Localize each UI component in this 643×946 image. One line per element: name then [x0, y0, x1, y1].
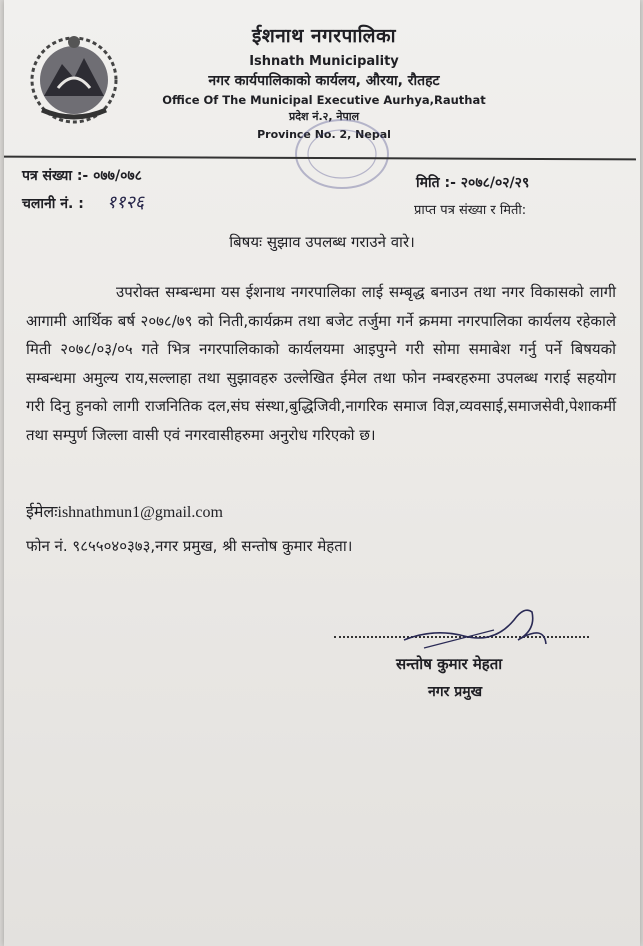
letter-subject: बिषयः सुझाव उपलब्ध गराउने वारे।: [229, 233, 415, 251]
date-value: २०७८/०२/२९: [460, 175, 530, 191]
signatory-name: सन्तोष कुमार मेहता: [396, 655, 503, 673]
ref-label: पत्र संख्या :-: [22, 168, 89, 184]
province-nepali: प्रदेश नं.२, नेपाल: [288, 110, 360, 123]
contact-email: ईमेलःishnathmun1@gmail.com: [26, 504, 223, 521]
signatory-title: नगर प्रमुख: [428, 684, 483, 700]
contact-phone: फोन नं. ९८५५०४०३७३,नगर प्रमुख, श्री सन्तोष कुमार मेहता।: [26, 537, 353, 555]
date-label: मिति :-: [416, 175, 456, 191]
received-reference: प्राप्त पत्र संख्या र मिती:: [414, 203, 527, 218]
office-name-nepali: नगर कार्यपालिकाको कार्यलय, औरया, रौतहट: [208, 73, 440, 89]
ref-value: ०७७/०७८: [93, 168, 142, 184]
office-name-english: Office Of The Municipal Executive Aurhya,Rauthat: [162, 93, 486, 107]
letter-date: [416, 173, 529, 192]
letter-reference: [22, 166, 142, 185]
municipality-name-english: Ishnath Municipality: [249, 54, 399, 69]
province-english: Province No. 2, Nepal: [257, 128, 391, 141]
dispatch-value: ११२६: [106, 192, 145, 213]
letter-sheet: [4, 0, 640, 946]
letter-body: उपरोक्त सम्बन्धमा यस ईशनाथ नगरपालिका लाई सम्बृद्ध बनाउन तथा नगर विकासको लागी आगामी आर्थिक बर्ष २०७८/७९ को निती,कार्यक्रम तथा बजेट तर्जुमा गर्ने क्रममा नगरपालिका कार्यलय रहेकाले मिती २०७८/०३/०५ गते भित्र नगरपालिकाको कार्यलयमा आइपुग्ने गरी सोमा समाबेश गर्नु पर्ने बिषयको सम्बन्धमा अमुल्य राय,सल्लाहा तथा सुझावहरु उल्लेखित ईमेल तथा फोन नम्बरहरुमा उपलब्ध गराई सहयोग गरी दिनु हुनको लागी राजनितिक दल,संघ संस्था,बुद्धिजिवी,नागरिक समाज विज्ञ,व्यवसाई,समाजसेवी,पेशाकर्मी तथा सम्पुर्ण जिल्ला वासी एवं नगरवासीहरुमा अनुरोध गरिएको छ।: [26, 283, 616, 444]
nepal-emblem-icon: [24, 28, 124, 128]
office-stamp-icon: [292, 115, 392, 193]
municipality-name-nepali: ईशनाथ नगरपालिका: [251, 25, 396, 47]
dispatch-label: चलानी नं. :: [22, 196, 84, 212]
dispatch-number: [22, 190, 144, 214]
